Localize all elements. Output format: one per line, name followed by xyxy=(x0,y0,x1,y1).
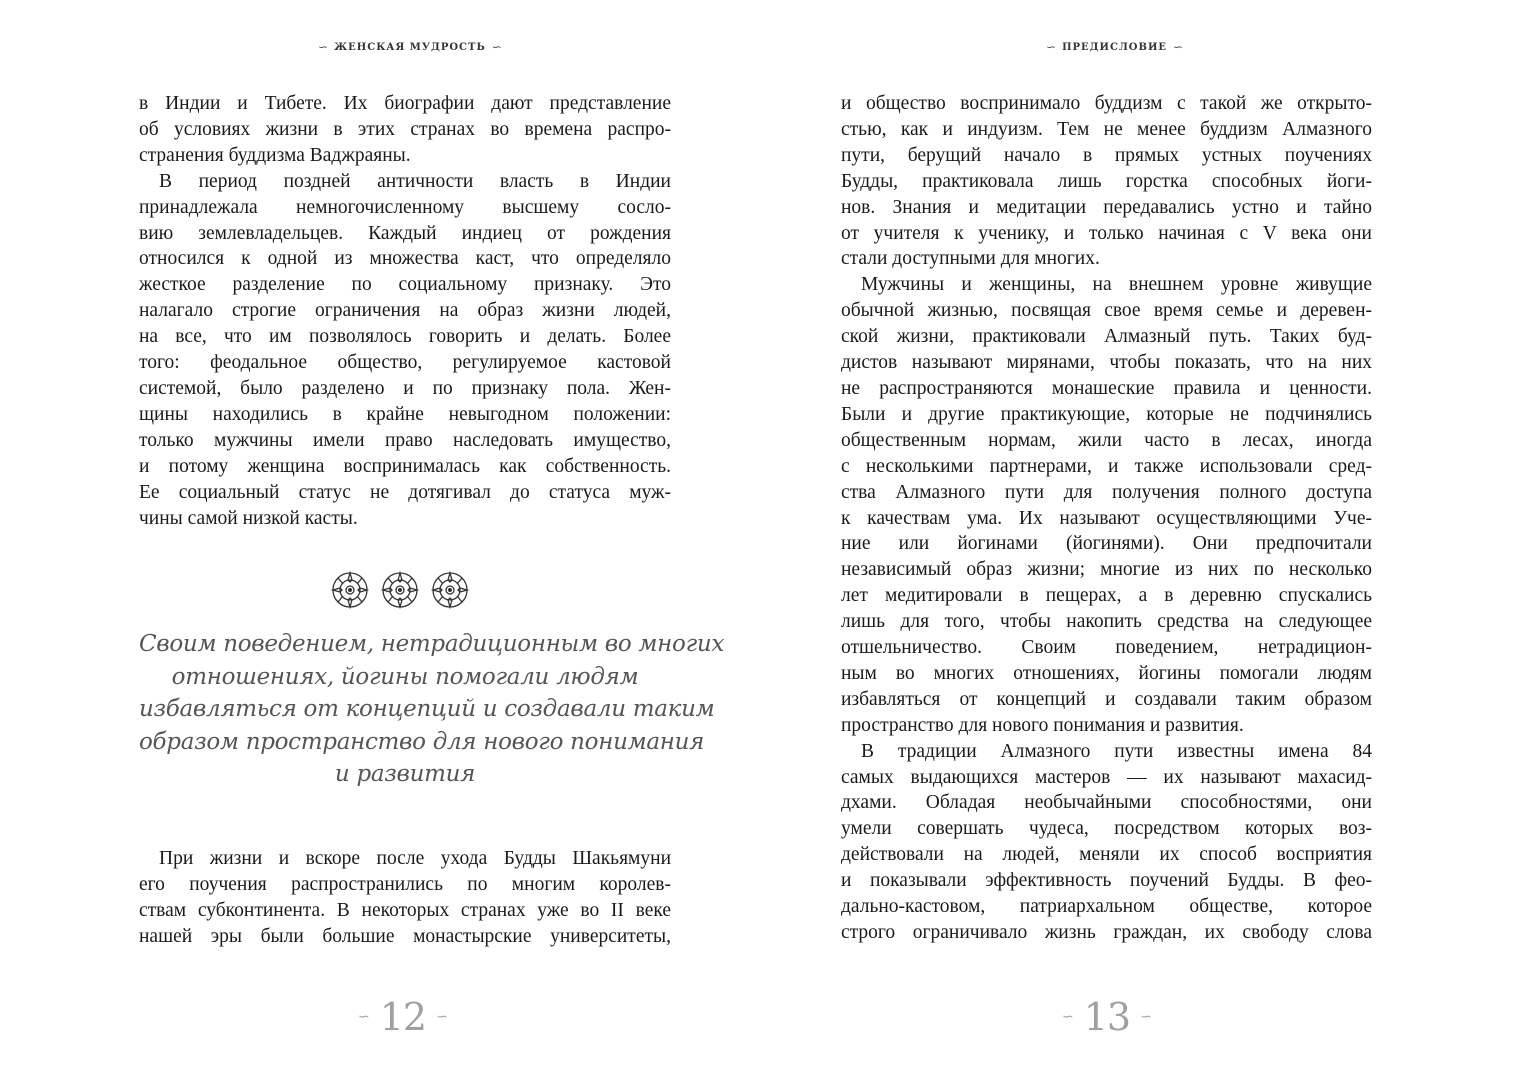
text-line: При жизни и вскоре после ухода Будды Шакьямуни xyxy=(159,848,671,869)
text-line: избавляться от концепций и создавали таким образом xyxy=(841,688,1372,710)
pull-quote-line: и развития xyxy=(334,761,476,787)
page-number-left xyxy=(358,995,448,1039)
left-page xyxy=(0,0,756,1080)
text-line: только мужчины имели право наследовать имущество, xyxy=(139,429,671,451)
text-line: стали доступными для многих. xyxy=(841,248,1100,270)
text-line: В традиции Алмазного пути известны имена 84 xyxy=(861,740,1372,762)
running-head-title: ЖЕНСКАЯ МУДРОСТЬ xyxy=(334,41,486,53)
text-line: в Индии и Тибете. Их биографии дают представление xyxy=(139,93,671,114)
text-line: нашей эры были большие монастырские университеты, xyxy=(139,925,671,947)
text-line: ства Алмазного пути для получения полного доступа xyxy=(841,481,1372,503)
text-line: к качествам ума. Их называют осуществляющими Уче- xyxy=(841,507,1372,529)
page-number-right xyxy=(1062,995,1152,1039)
running-head-left xyxy=(318,40,502,54)
swirl-ornament-icon: ∽ xyxy=(491,40,502,54)
section-ornament xyxy=(328,570,472,610)
body-text-block xyxy=(139,91,671,531)
text-line: чины самой низкой касты. xyxy=(139,507,358,529)
text-line: действовали на людей, меняли их способ восприятия xyxy=(841,844,1372,866)
text-line: Ее социальный статус не дотягивал до статуса муж- xyxy=(139,481,671,503)
running-head-title: ПРЕДИСЛОВИЕ xyxy=(1062,41,1168,53)
text-line: ным во многих отношениях, йогины помогали людям xyxy=(841,662,1372,684)
text-line: Мужчины и женщины, на внешнем уровне живущие xyxy=(861,274,1372,296)
swirl-ornament-icon: ∽ xyxy=(1046,40,1057,54)
text-line: ствам субконтинента. В некоторых странах уже во II веке xyxy=(139,899,671,921)
pull-quote-line: избавляться от концепций и создавали таким xyxy=(139,696,715,722)
text-line: умели совершать чудеса, посредством которых воз- xyxy=(841,818,1372,840)
text-line: об условиях жизни в этих странах во времена распро- xyxy=(139,118,671,140)
swirl-ornament-icon: ∽ xyxy=(358,1009,370,1025)
text-line: В период поздней античности власть в Индии xyxy=(159,170,671,192)
text-line: ние или йогинами (йогинями). Они предпочитали xyxy=(841,533,1372,555)
text-line: дистов называют мирянами, чтобы показать, что на них xyxy=(841,352,1372,374)
pull-quote-line: образом пространство для нового понимания xyxy=(139,728,705,755)
swirl-ornament-icon: ∽ xyxy=(318,40,329,54)
text-line: и общество воспринимало буддизм с такой же открыто- xyxy=(841,93,1372,114)
pull-quote-line: отношениях, йогины помогали людям xyxy=(171,663,639,690)
text-line: Будды, практиковала лишь горстка способных йоги- xyxy=(841,170,1372,192)
text-line: пути, берущий начало в прямых устных поучениях xyxy=(841,144,1372,166)
right-page xyxy=(756,0,1513,1080)
lotus-rosette-icon xyxy=(328,570,372,610)
text-line: лет медитировали в пещерах, а в деревню спускались xyxy=(841,585,1372,607)
text-line: лишь для того, чтобы накопить средства на следующее xyxy=(841,611,1372,633)
text-line: щины находились в крайне невыгодном положении: xyxy=(139,403,671,425)
text-line: на все, что им позволялось говорить и делать. Более xyxy=(139,326,671,348)
swirl-ornament-icon: ∽ xyxy=(1140,1009,1152,1025)
text-line: принадлежала немногочисленному высшему сосло- xyxy=(139,196,671,218)
text-line: ской жизни, практиковали Алмазный путь. Таких буд- xyxy=(841,326,1372,348)
text-line: с несколькими партнерами, и также использовали сред- xyxy=(841,455,1372,477)
text-line: общественным нормам, жили часто в лесах, иногда xyxy=(841,429,1372,451)
text-line: странения буддизма Ваджраяны. xyxy=(139,144,411,166)
text-line: отшельничество. Своим поведением, нетрадицион- xyxy=(841,637,1372,659)
text-line: Были и другие практикующие, которые не подчинялись xyxy=(841,403,1372,425)
text-line: независимый образ жизни; многие из них по несколько xyxy=(841,559,1372,581)
text-line: стью, как и индуизм. Тем не менее буддизм Алмазного xyxy=(841,118,1372,140)
text-line: и показывали эффективность поучений Будды. В фео- xyxy=(841,870,1372,892)
text-line: относился к одной из множества каст, что определяло xyxy=(139,248,671,270)
body-text-block xyxy=(139,846,671,950)
running-head-right xyxy=(1046,40,1183,54)
text-line: жесткое разделение по социальному признаку. Это xyxy=(139,274,671,296)
lotus-rosette-icon xyxy=(378,570,422,610)
pull-quote xyxy=(139,628,725,791)
text-line: вию землевладельцев. Каждый индиец от рождения xyxy=(139,222,671,244)
text-line: его поучения распространились по многим королев- xyxy=(139,873,671,895)
text-line: и потому женщина воспринималась как собственность. xyxy=(139,455,671,477)
text-line: того: феодальное общество, регулируемое кастовой xyxy=(139,352,671,374)
swirl-ornament-icon: ∽ xyxy=(1173,40,1184,54)
text-line: самых выдающихся мастеров — их называют махасид- xyxy=(841,766,1372,788)
text-line: нов. Знания и медитации передавались устно и тайно xyxy=(841,196,1372,218)
text-line: дхами. Обладая необычайными способностями, они xyxy=(841,792,1372,814)
swirl-ornament-icon: ∽ xyxy=(1062,1009,1074,1025)
pull-quote-line: Своим поведением, нетрадиционным во многих xyxy=(139,631,725,657)
text-line: обычной жизнью, посвящая свое время семье и деревен- xyxy=(841,300,1372,322)
text-line: строго ограничивало жизнь граждан, их свободу слова xyxy=(841,922,1372,943)
text-line: от учителя к ученику, и только начиная с V века они xyxy=(841,222,1372,244)
page-number: 12 xyxy=(379,995,427,1039)
page-number: 13 xyxy=(1083,995,1131,1039)
swirl-ornament-icon: ∽ xyxy=(436,1009,448,1025)
text-line: не распространяются монашеские правила и ценности. xyxy=(841,377,1372,399)
text-line: системой, было разделено и по признаку пола. Жен- xyxy=(139,377,671,399)
text-line: дально-кастовом, патриархальном обществе, которое xyxy=(841,896,1372,918)
body-text-block xyxy=(841,91,1372,946)
lotus-rosette-icon xyxy=(428,570,472,610)
text-line: налагало строгие ограничения на образ жизни людей, xyxy=(139,300,671,322)
text-line: пространство для нового понимания и развития. xyxy=(841,714,1244,736)
